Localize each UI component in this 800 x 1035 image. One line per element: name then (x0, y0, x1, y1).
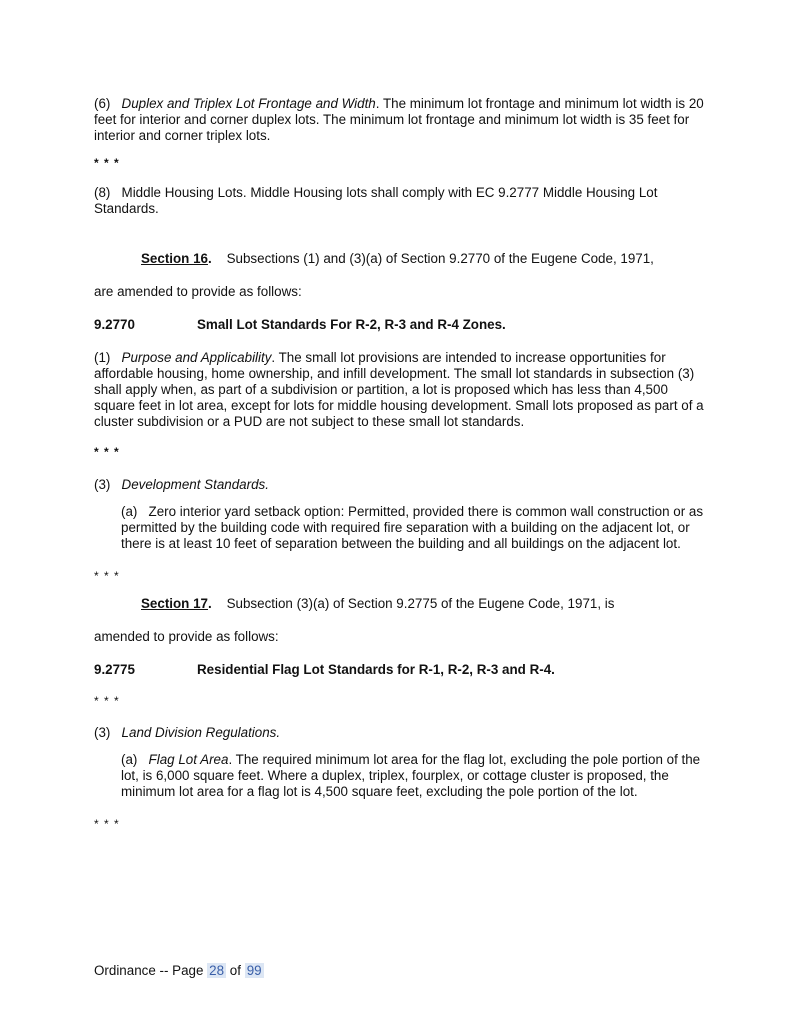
section-16-continuation: are amended to provide as follows: (94, 284, 302, 299)
paragraph-8: (8) Middle Housing Lots. Middle Housing lots shall comply with EC 9.2777 Middle Housing Lot Standards. (94, 185, 658, 216)
paragraph-3-land-division: (3) Land Division Regulations. (94, 725, 281, 740)
paragraph-6-title: Duplex and Triplex Lot Frontage and Width (121, 96, 376, 111)
section-16-label: Section 16 (141, 251, 208, 266)
section-17-heading: Section 17. Subsection (3)(a) of Section 9.2775 of the Eugene Code, 1971, is (141, 596, 615, 611)
heading-9-2775: 9.2775 Residential Flag Lot Standards for R-1, R-2, R-3 and R-4. (94, 662, 555, 677)
section-16-heading: Section 16. Subsections (1) and (3)(a) of Section 9.2770 of the Eugene Code, 1971, (141, 251, 654, 266)
paragraph-3a-zero-setback: (a) Zero interior yard setback option: Permitted, provided there is common wall construction or as permitted by the building code with required fire separation with a building on the adjacent lot, or there is at least 10 feet of separation between the building and all buildings on the adjacent lot. (121, 504, 704, 551)
omission-marker: * * * (94, 569, 120, 583)
omission-marker: * * * (94, 445, 120, 459)
document-page (94, 96, 712, 846)
paragraph-3-development: (3) Development Standards. (94, 477, 269, 492)
page-number-field[interactable]: 28 (209, 963, 225, 978)
omission-marker: * * * (94, 694, 120, 708)
section-17-continuation: amended to provide as follows: (94, 629, 279, 644)
page-footer: Ordinance -- Page 28 of 99 (94, 963, 262, 978)
omission-marker: * * * (94, 156, 120, 170)
paragraph-1: (1) Purpose and Applicability. The small lot provisions are intended to increase opportunities for affordable housing, home ownership, and infill development. The small lot standards in subsection (3) shall apply when, as part of a subdivision or partition, a lot is proposed which has less than 4,500 square feet in lot area, except for lots for middle housing development. Small lots proposed as part of a cluster subdivision or a PUD are not subject to these small lot standards. (94, 350, 704, 429)
section-17-label: Section 17 (141, 596, 208, 611)
total-pages-field[interactable]: 99 (246, 963, 262, 978)
paragraph-6: (6) Duplex and Triplex Lot Frontage and Width. The minimum lot frontage and minimum lot width is 20 feet for interior and corner duplex lots. The minimum lot frontage and minimum lot width is 35 feet for interior and corner triplex lots. (94, 96, 704, 143)
heading-9-2770: 9.2770 Small Lot Standards For R-2, R-3 and R-4 Zones. (94, 317, 506, 332)
omission-marker: * * * (94, 817, 120, 831)
paragraph-3a-flag-lot-area: (a) Flag Lot Area. The required minimum lot area for the flag lot, excluding the pole portion of the lot, is 6,000 square feet. Where a duplex, triplex, fourplex, or cottage cluster is proposed, the minimum lot area for a flag lot is 4,500 square feet, excluding the pole portion of the lot. (121, 752, 701, 799)
